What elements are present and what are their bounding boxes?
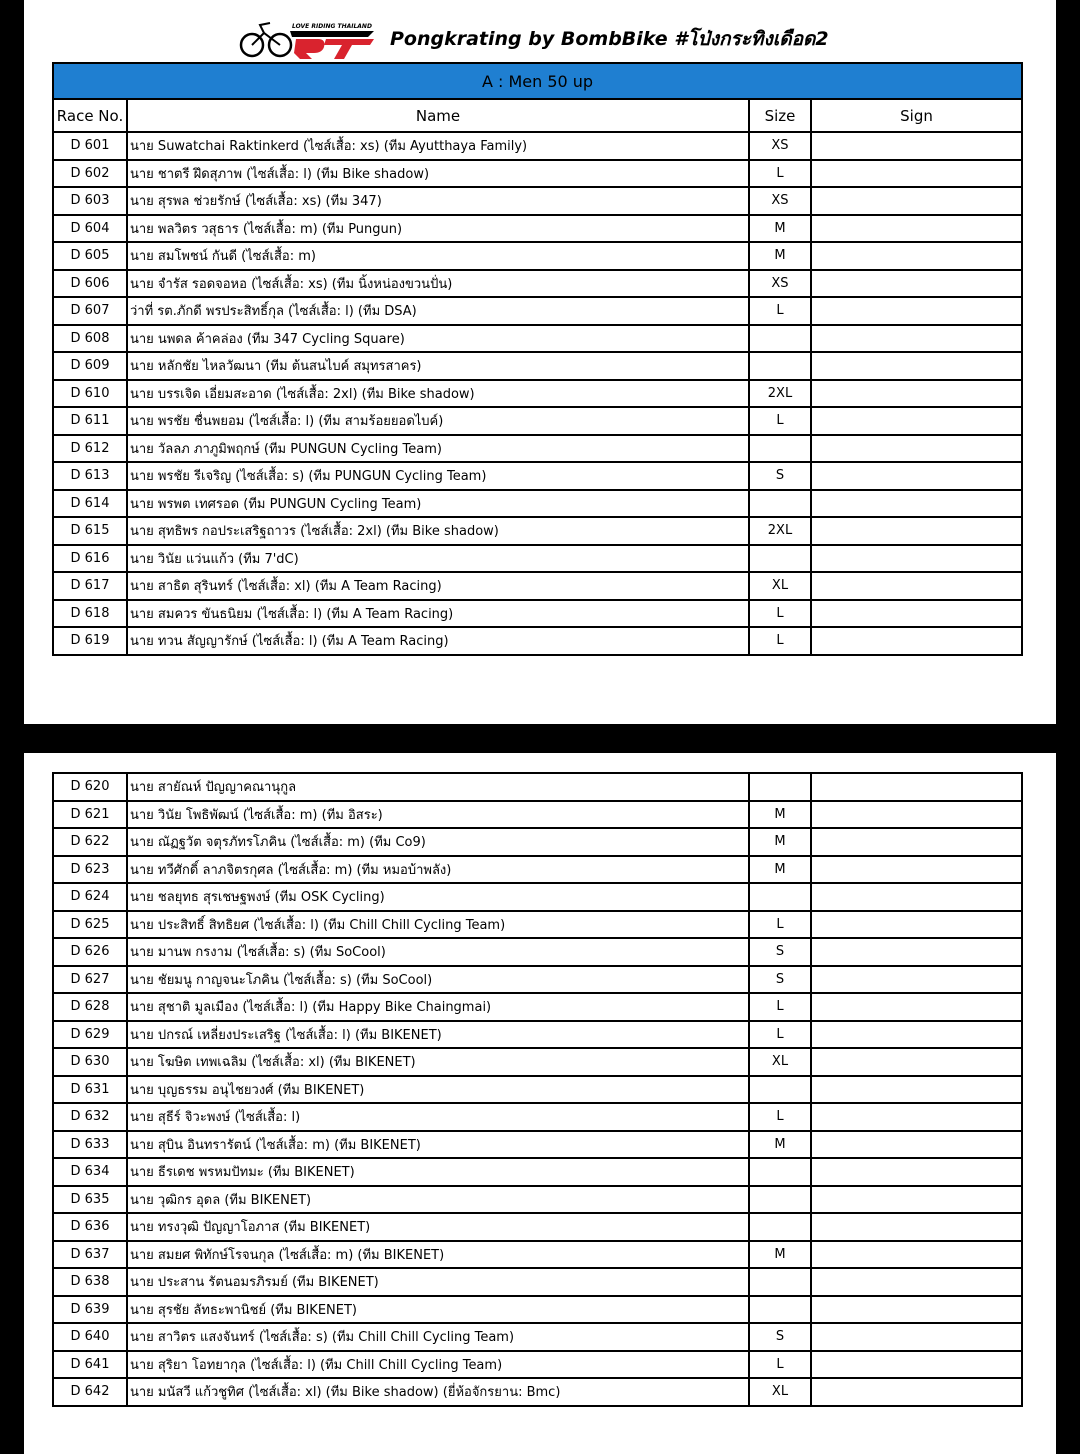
race-number-cell: D 610 — [53, 380, 127, 408]
shirt-size-cell: L — [749, 627, 811, 655]
rider-name-cell: นาย จำรัส รอดจอหอ (ไซส์เสื้อ: xs) (ทีม นิ้งหน่องขวนปั่น) — [127, 270, 749, 298]
rider-name-cell: นาย สุธีร์ จิวะพงษ์ (ไซส์เสื้อ: l) — [127, 1103, 749, 1131]
table-row — [53, 883, 1022, 911]
sign-cell — [811, 600, 1022, 628]
event-logo — [234, 15, 384, 63]
table-row — [53, 1131, 1022, 1159]
rider-name-cell: นาย ทวน สัญญารักษ์ (ไซส์เสื้อ: l) (ทีม A Team Racing) — [127, 627, 749, 655]
rider-name-cell: นาย สมยศ พิทักษ์โรจนกุล (ไซส์เสื้อ: m) (ทีม BIKENET) — [127, 1241, 749, 1269]
table-row — [53, 297, 1022, 325]
rider-name-cell: นาย ชลยุทธ สุรเชษฐพงษ์ (ทีม OSK Cycling) — [127, 883, 749, 911]
race-number-cell: D 606 — [53, 270, 127, 298]
table-row — [53, 828, 1022, 856]
sign-cell — [811, 911, 1022, 939]
race-number-cell: D 602 — [53, 160, 127, 188]
race-number-cell: D 635 — [53, 1186, 127, 1214]
race-number-cell: D 601 — [53, 132, 127, 160]
page-title: Pongkrating by BombBike #โป่งกระทิงเดือด2 — [390, 28, 829, 50]
table-row — [53, 187, 1022, 215]
table-row — [53, 325, 1022, 353]
race-number-cell: D 637 — [53, 1241, 127, 1269]
column-header-sign: Sign — [811, 99, 1022, 132]
sign-cell — [811, 1296, 1022, 1324]
sign-cell — [811, 1158, 1022, 1186]
rider-name-cell: นาย วินัย แว่นแก้ว (ทีม 7'dC) — [127, 545, 749, 573]
race-number-cell: D 638 — [53, 1268, 127, 1296]
rider-name-cell: นาย ทวีศักดิ์ ลาภจิตรกุศล (ไซส์เสื้อ: m) (ทีม หมอบ้าพลัง) — [127, 856, 749, 884]
rider-name-cell: นาย สุบิน อินทรารัตน์ (ไซส์เสื้อ: m) (ทีม BIKENET) — [127, 1131, 749, 1159]
sign-cell — [811, 1021, 1022, 1049]
rider-name-cell: นาย วัลลภ ภาภูมิพฤกษ์ (ทีม PUNGUN Cycling Team) — [127, 435, 749, 463]
shirt-size-cell: M — [749, 828, 811, 856]
shirt-size-cell — [749, 883, 811, 911]
sign-cell — [811, 1378, 1022, 1406]
race-number-cell: D 609 — [53, 352, 127, 380]
race-number-cell: D 612 — [53, 435, 127, 463]
rider-name-cell: นาย สาวิตร แสงจันทร์ (ไซส์เสื้อ: s) (ทีม Chill Chill Cycling Team) — [127, 1323, 749, 1351]
rider-name-cell: นาย สมโพชน์ กันดี (ไซส์เสื้อ: m) — [127, 242, 749, 270]
sign-cell — [811, 828, 1022, 856]
shirt-size-cell: L — [749, 911, 811, 939]
table-row — [53, 545, 1022, 573]
table-row — [53, 993, 1022, 1021]
race-number-cell: D 627 — [53, 966, 127, 994]
table-row — [53, 1103, 1022, 1131]
sign-cell — [811, 856, 1022, 884]
sign-cell — [811, 773, 1022, 801]
race-number-cell: D 640 — [53, 1323, 127, 1351]
race-number-cell: D 628 — [53, 993, 127, 1021]
table-row — [53, 911, 1022, 939]
table-row — [53, 600, 1022, 628]
shirt-size-cell — [749, 1186, 811, 1214]
race-number-cell: D 614 — [53, 490, 127, 518]
sign-cell — [811, 1048, 1022, 1076]
race-number-cell: D 607 — [53, 297, 127, 325]
shirt-size-cell: S — [749, 938, 811, 966]
shirt-size-cell: M — [749, 1241, 811, 1269]
table-row — [53, 1351, 1022, 1379]
sign-cell — [811, 938, 1022, 966]
shirt-size-cell — [749, 1158, 811, 1186]
rider-name-cell: นาย พรชัย รีเจริญ (ไซส์เสื้อ: s) (ทีม PUNGUN Cycling Team) — [127, 462, 749, 490]
race-number-cell: D 615 — [53, 517, 127, 545]
race-number-cell: D 631 — [53, 1076, 127, 1104]
sign-cell — [811, 132, 1022, 160]
table-row — [53, 966, 1022, 994]
sign-cell — [811, 215, 1022, 243]
sign-cell — [811, 270, 1022, 298]
shirt-size-cell — [749, 325, 811, 353]
page-2 — [24, 753, 1056, 1454]
table-row — [53, 627, 1022, 655]
table-row — [53, 1323, 1022, 1351]
sign-cell — [811, 1076, 1022, 1104]
race-number-cell: D 641 — [53, 1351, 127, 1379]
sign-cell — [811, 1323, 1022, 1351]
sign-cell — [811, 1186, 1022, 1214]
rider-name-cell: นาย วินัย โพธิพัฒน์ (ไซส์เสื้อ: m) (ทีม อิสระ) — [127, 801, 749, 829]
rider-name-cell: ว่าที่ รต.ภักดี พรประสิทธิ์กุล (ไซส์เสื้อ: l) (ทีม DSA) — [127, 297, 749, 325]
table-row — [53, 462, 1022, 490]
rider-name-cell: นาย ประสิทธิ์ สิทธิยศ (ไซส์เสื้อ: l) (ทีม Chill Chill Cycling Team) — [127, 911, 749, 939]
sign-cell — [811, 1213, 1022, 1241]
rider-name-cell: นาย ธีรเดช พรหมปัทมะ (ทีม BIKENET) — [127, 1158, 749, 1186]
race-number-cell: D 634 — [53, 1158, 127, 1186]
sign-cell — [811, 407, 1022, 435]
race-number-cell: D 613 — [53, 462, 127, 490]
shirt-size-cell: 2XL — [749, 380, 811, 408]
rider-name-cell: นาย ชัยมนู กาญจนะโภคิน (ไซส์เสื้อ: s) (ทีม SoCool) — [127, 966, 749, 994]
shirt-size-cell: M — [749, 856, 811, 884]
sign-cell — [811, 993, 1022, 1021]
race-number-cell: D 617 — [53, 572, 127, 600]
race-number-cell: D 618 — [53, 600, 127, 628]
shirt-size-cell: XS — [749, 187, 811, 215]
rider-name-cell: นาย ทรงวุฒิ ปัญญาโอภาส (ทีม BIKENET) — [127, 1213, 749, 1241]
table-row — [53, 242, 1022, 270]
table-row — [53, 1378, 1022, 1406]
table-row — [53, 407, 1022, 435]
rider-name-cell: นาย บรรเจิด เอี่ยมสะอาด (ไซส์เสื้อ: 2xl) (ทีม Bike shadow) — [127, 380, 749, 408]
sign-cell — [811, 352, 1022, 380]
shirt-size-cell — [749, 545, 811, 573]
rider-name-cell: นาย สุริยา โอทยากุล (ไซส์เสื้อ: l) (ทีม Chill Chill Cycling Team) — [127, 1351, 749, 1379]
table-row — [53, 270, 1022, 298]
page-header — [234, 14, 829, 64]
sign-cell — [811, 380, 1022, 408]
shirt-size-cell: XL — [749, 1048, 811, 1076]
shirt-size-cell — [749, 773, 811, 801]
rider-name-cell: นาย โฆษิต เทพเฉลิม (ไซส์เสื้อ: xl) (ทีม BIKENET) — [127, 1048, 749, 1076]
column-header-name: Name — [127, 99, 749, 132]
race-number-cell: D 619 — [53, 627, 127, 655]
sign-cell — [811, 435, 1022, 463]
shirt-size-cell — [749, 352, 811, 380]
race-number-cell: D 642 — [53, 1378, 127, 1406]
table-row — [53, 801, 1022, 829]
results-table-page-2 — [52, 772, 1023, 1407]
race-number-cell: D 616 — [53, 545, 127, 573]
shirt-size-cell — [749, 1076, 811, 1104]
race-number-cell: D 622 — [53, 828, 127, 856]
table-row — [53, 1268, 1022, 1296]
results-table-page-1 — [52, 62, 1023, 656]
shirt-size-cell: L — [749, 1103, 811, 1131]
race-number-cell: D 625 — [53, 911, 127, 939]
sign-cell — [811, 1351, 1022, 1379]
shirt-size-cell: XL — [749, 572, 811, 600]
table-row — [53, 1296, 1022, 1324]
race-number-cell: D 620 — [53, 773, 127, 801]
shirt-size-cell: M — [749, 801, 811, 829]
table-row — [53, 1241, 1022, 1269]
table-row — [53, 352, 1022, 380]
sign-cell — [811, 297, 1022, 325]
shirt-size-cell: M — [749, 215, 811, 243]
race-number-cell: D 630 — [53, 1048, 127, 1076]
rider-name-cell: นาย สมควร ขันธนิยม (ไซส์เสื้อ: l) (ทีม A Team Racing) — [127, 600, 749, 628]
rider-name-cell: นาย วุฒิกร อุดล (ทีม BIKENET) — [127, 1186, 749, 1214]
sign-cell — [811, 242, 1022, 270]
table-row — [53, 1213, 1022, 1241]
race-number-cell: D 629 — [53, 1021, 127, 1049]
rider-name-cell: นาย ปกรณ์ เหลี่ยงประเสริฐ (ไซส์เสื้อ: l) (ทีม BIKENET) — [127, 1021, 749, 1049]
rider-name-cell: นาย มนัสวี แก้วชูทิศ (ไซส์เสื้อ: xl) (ทีม Bike shadow) (ยี่ห้อจักรยาน: Bmc) — [127, 1378, 749, 1406]
shirt-size-cell: 2XL — [749, 517, 811, 545]
shirt-size-cell: L — [749, 1021, 811, 1049]
rider-name-cell: นาย ชาตรี ฝึดสุภาพ (ไซส์เสื้อ: l) (ทีม Bike shadow) — [127, 160, 749, 188]
rider-name-cell: นาย พรชัย ชื่นพยอม (ไซส์เสื้อ: l) (ทีม สามร้อยยอดไบค์) — [127, 407, 749, 435]
race-number-cell: D 633 — [53, 1131, 127, 1159]
table-row — [53, 1021, 1022, 1049]
page-1 — [24, 0, 1056, 724]
sign-cell — [811, 801, 1022, 829]
race-number-cell: D 636 — [53, 1213, 127, 1241]
rider-name-cell: นาย บุญธรรม อนุไชยวงศ์ (ทีม BIKENET) — [127, 1076, 749, 1104]
shirt-size-cell: XL — [749, 1378, 811, 1406]
race-number-cell: D 623 — [53, 856, 127, 884]
rider-name-cell: นาย สายัณห์ ปัญญาคณานุกูล — [127, 773, 749, 801]
table-row — [53, 1158, 1022, 1186]
sign-cell — [811, 517, 1022, 545]
table-row — [53, 215, 1022, 243]
race-number-cell: D 624 — [53, 883, 127, 911]
shirt-size-cell: L — [749, 600, 811, 628]
sign-cell — [811, 883, 1022, 911]
race-number-cell: D 605 — [53, 242, 127, 270]
shirt-size-cell: S — [749, 1323, 811, 1351]
shirt-size-cell: M — [749, 242, 811, 270]
table-row — [53, 938, 1022, 966]
table-row — [53, 160, 1022, 188]
rider-name-cell: นาย สุทธิพร กอประเสริฐถาวร (ไซส์เสื้อ: 2xl) (ทีม Bike shadow) — [127, 517, 749, 545]
shirt-size-cell: L — [749, 1351, 811, 1379]
table-row — [53, 773, 1022, 801]
sign-cell — [811, 490, 1022, 518]
rider-name-cell: นาย ณัฏฐวัต จตุรภัทรโภคิน (ไซส์เสื้อ: m) (ทีม Co9) — [127, 828, 749, 856]
race-number-cell: D 639 — [53, 1296, 127, 1324]
sign-cell — [811, 1131, 1022, 1159]
table-row — [53, 1048, 1022, 1076]
sign-cell — [811, 966, 1022, 994]
table-row — [53, 490, 1022, 518]
sign-cell — [811, 160, 1022, 188]
shirt-size-cell — [749, 1296, 811, 1324]
rider-name-cell: นาย หลักชัย ไหลวัฒนา (ทีม ต้นสนไบค์ สมุทรสาคร) — [127, 352, 749, 380]
rider-name-cell: นาย สาธิต สุรินทร์ (ไซส์เสื้อ: xl) (ทีม A Team Racing) — [127, 572, 749, 600]
shirt-size-cell: XS — [749, 270, 811, 298]
shirt-size-cell — [749, 1213, 811, 1241]
shirt-size-cell: S — [749, 966, 811, 994]
table-row — [53, 435, 1022, 463]
rider-name-cell: นาย สุรชัย ลัทธะพานิชย์ (ทีม BIKENET) — [127, 1296, 749, 1324]
sign-cell — [811, 1268, 1022, 1296]
rider-name-cell: นาย พรพต เทศรอด (ทีม PUNGUN Cycling Team) — [127, 490, 749, 518]
rider-name-cell: นาย สุรพล ช่วยรักษ์ (ไซส์เสื้อ: xs) (ทีม 347) — [127, 187, 749, 215]
shirt-size-cell: S — [749, 462, 811, 490]
shirt-size-cell: L — [749, 993, 811, 1021]
race-number-cell: D 626 — [53, 938, 127, 966]
sign-cell — [811, 462, 1022, 490]
sign-cell — [811, 627, 1022, 655]
column-header-size: Size — [749, 99, 811, 132]
sign-cell — [811, 572, 1022, 600]
shirt-size-cell — [749, 490, 811, 518]
table-row — [53, 517, 1022, 545]
table-row — [53, 572, 1022, 600]
shirt-size-cell: L — [749, 160, 811, 188]
sign-cell — [811, 187, 1022, 215]
race-number-cell: D 604 — [53, 215, 127, 243]
table-row — [53, 132, 1022, 160]
table-row — [53, 856, 1022, 884]
shirt-size-cell: M — [749, 1131, 811, 1159]
race-number-cell: D 611 — [53, 407, 127, 435]
sign-cell — [811, 1103, 1022, 1131]
shirt-size-cell — [749, 1268, 811, 1296]
table-row — [53, 380, 1022, 408]
race-number-cell: D 603 — [53, 187, 127, 215]
rider-name-cell: นาย นพดล ค้าคล่อง (ทีม 347 Cycling Square) — [127, 325, 749, 353]
shirt-size-cell: L — [749, 407, 811, 435]
table-row — [53, 1076, 1022, 1104]
race-number-cell: D 608 — [53, 325, 127, 353]
rider-name-cell: นาย ประสาน รัตนอมรภิรมย์ (ทีม BIKENET) — [127, 1268, 749, 1296]
table-row — [53, 1186, 1022, 1214]
race-number-cell: D 621 — [53, 801, 127, 829]
shirt-size-cell: L — [749, 297, 811, 325]
logo-text: LOVE RIDING THAILAND — [292, 23, 372, 30]
category-banner: A : Men 50 up — [53, 63, 1022, 99]
column-header-race-no: Race No. — [53, 99, 127, 132]
sign-cell — [811, 545, 1022, 573]
race-number-cell: D 632 — [53, 1103, 127, 1131]
shirt-size-cell — [749, 435, 811, 463]
rider-name-cell: นาย พลวิตร วสุธาร (ไซส์เสื้อ: m) (ทีม Pungun) — [127, 215, 749, 243]
rider-name-cell: นาย Suwatchai Raktinkerd (ไซส์เสื้อ: xs) (ทีม Ayutthaya Family) — [127, 132, 749, 160]
sign-cell — [811, 1241, 1022, 1269]
shirt-size-cell: XS — [749, 132, 811, 160]
rider-name-cell: นาย มานพ กรงาม (ไซส์เสื้อ: s) (ทีม SoCool) — [127, 938, 749, 966]
sign-cell — [811, 325, 1022, 353]
rider-name-cell: นาย สุชาติ มูลเมือง (ไซส์เสื้อ: l) (ทีม Happy Bike Chaingmai) — [127, 993, 749, 1021]
